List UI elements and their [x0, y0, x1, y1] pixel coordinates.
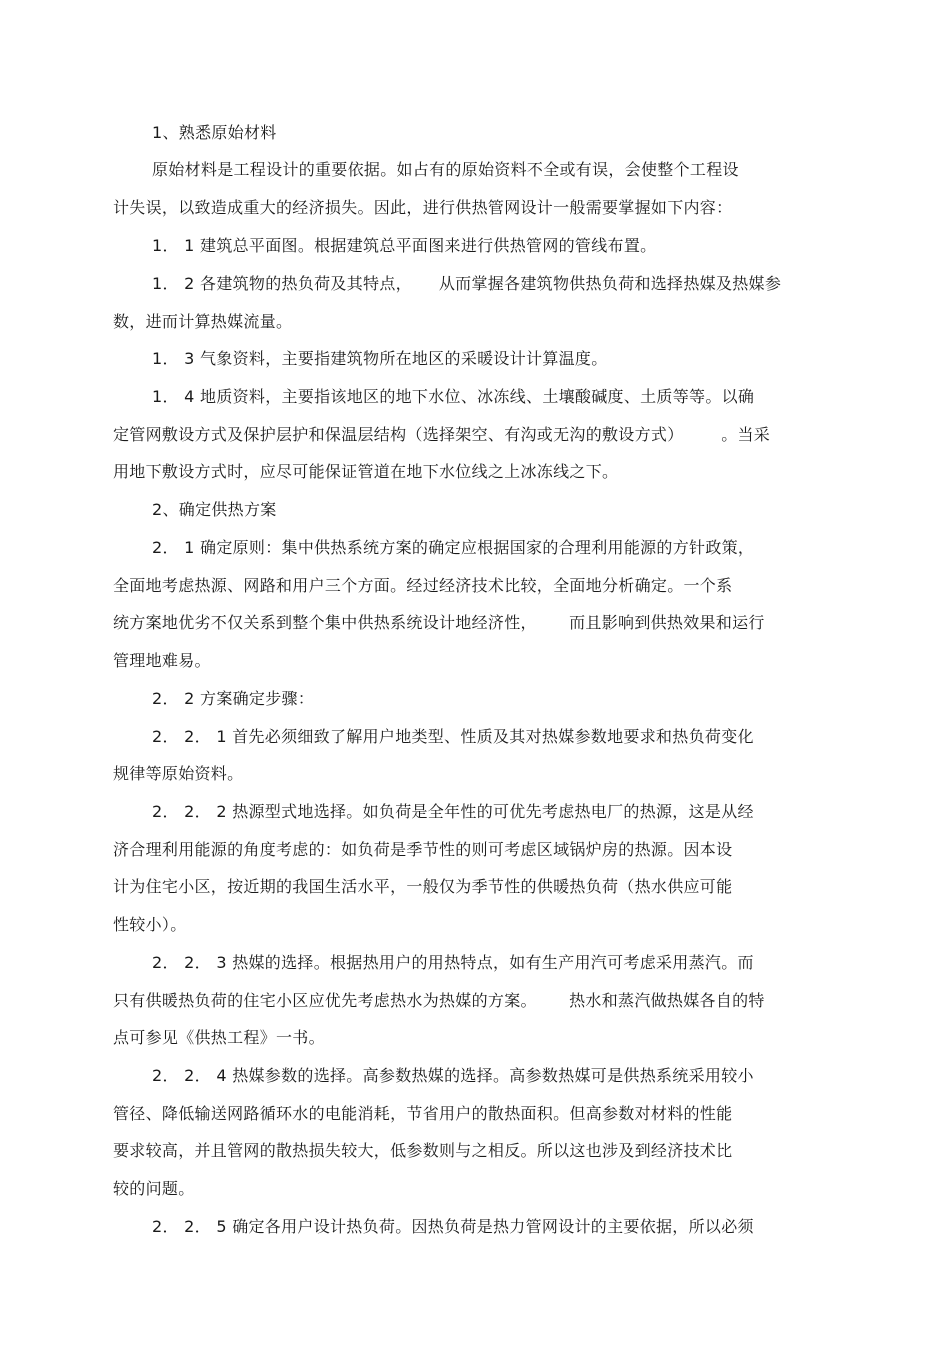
paragraph-line: 2． 1 确定原则：集中供热系统方案的确定应根据国家的合理利用能源的方针政策， [152, 538, 755, 557]
paragraph-line: 2． 2． 5 确定各用户设计热负荷。因热负荷是热力管网设计的主要依据，所以必须 [152, 1217, 754, 1236]
paragraph-line: 2． 2． 1 首先必须细致了解用户地类型、性质及其对热媒参数地要求和热负荷变化 [152, 727, 754, 746]
paragraph-line: 原始材料是工程设计的重要依据。如占有的原始资料不全或有误，会使整个工程设 [152, 160, 739, 179]
paragraph-line: 1． 1 建筑总平面图。根据建筑总平面图来进行供热管网的管线布置。 [152, 236, 657, 255]
paragraph-line: 点可参见《供热工程》一书。 [113, 1028, 325, 1047]
paragraph-line: 统方案地优劣不仅关系到整个集中供热系统设计地经济性， 而且影响到供热效果和运行 [113, 613, 765, 632]
paragraph-line: 1． 3 气象资料，主要指建筑物所在地区的采暖设计计算温度。 [152, 349, 608, 368]
paragraph-line: 济合理利用能源的角度考虑的：如负荷是季节性的则可考虑区域锅炉房的热源。因本设 [113, 840, 733, 859]
paragraph-line: 数，进而计算热媒流量。 [113, 312, 293, 331]
paragraph-line: 全面地考虑热源、网路和用户三个方面。经过经济技术比较，全面地分析确定。一个系 [113, 576, 733, 595]
paragraph-line: 要求较高，并且管网的散热损失较大，低参数则与之相反。所以这也涉及到经济技术比 [113, 1141, 733, 1160]
paragraph-line: 性较小）。 [113, 915, 187, 934]
paragraph-line: 2． 2． 3 热媒的选择。根据热用户的用热特点，如有生产用汽可考虑采用蒸汽。而 [152, 953, 754, 972]
paragraph-line: 1． 4 地质资料，主要指该地区的地下水位、冰冻线、土壤酸碱度、土质等等。以确 [152, 387, 755, 406]
paragraph-line: 用地下敷设方式时，应尽可能保证管道在地下水位线之上冰冻线之下。 [113, 462, 619, 481]
paragraph-line: 2． 2． 4 热媒参数的选择。高参数热媒的选择。高参数热媒可是供热系统采用较小 [152, 1066, 754, 1085]
paragraph-line: 2． 2． 2 热源型式地选择。如负荷是全年性的可优先考虑热电厂的热源，这是从经 [152, 802, 754, 821]
paragraph-line: 1． 2 各建筑物的热负荷及其特点， 从而掌握各建筑物供热负荷和选择热媒及热媒参 [152, 274, 782, 293]
paragraph-line: 2． 2 方案确定步骤： [152, 689, 315, 708]
paragraph-line: 只有供暖热负荷的住宅小区应优先考虑热水为热媒的方案。 热水和蒸汽做热媒各自的特 [113, 991, 765, 1010]
paragraph-line: 管径、降低输送网路循环水的电能消耗，节省用户的散热面积。但高参数对材料的性能 [113, 1104, 733, 1123]
paragraph-line: 较的问题。 [113, 1179, 195, 1198]
paragraph-line: 管理地难易。 [113, 651, 211, 670]
heading-2: 2、确定供热方案 [152, 500, 277, 519]
paragraph-line: 计失误，以致造成重大的经济损失。因此，进行供热管网设计一般需要掌握如下内容： [113, 198, 733, 217]
paragraph-line: 规律等原始资料。 [113, 764, 244, 783]
heading-1: 1、熟悉原始材料 [152, 123, 277, 142]
paragraph-line: 计为住宅小区，按近期的我国生活水平，一般仅为季节性的供暖热负荷（热水供应可能 [113, 877, 733, 896]
paragraph-line: 定管网敷设方式及保护层护和保温层结构（选择架空、有沟或无沟的敷设方式） 。当采 [113, 425, 771, 444]
